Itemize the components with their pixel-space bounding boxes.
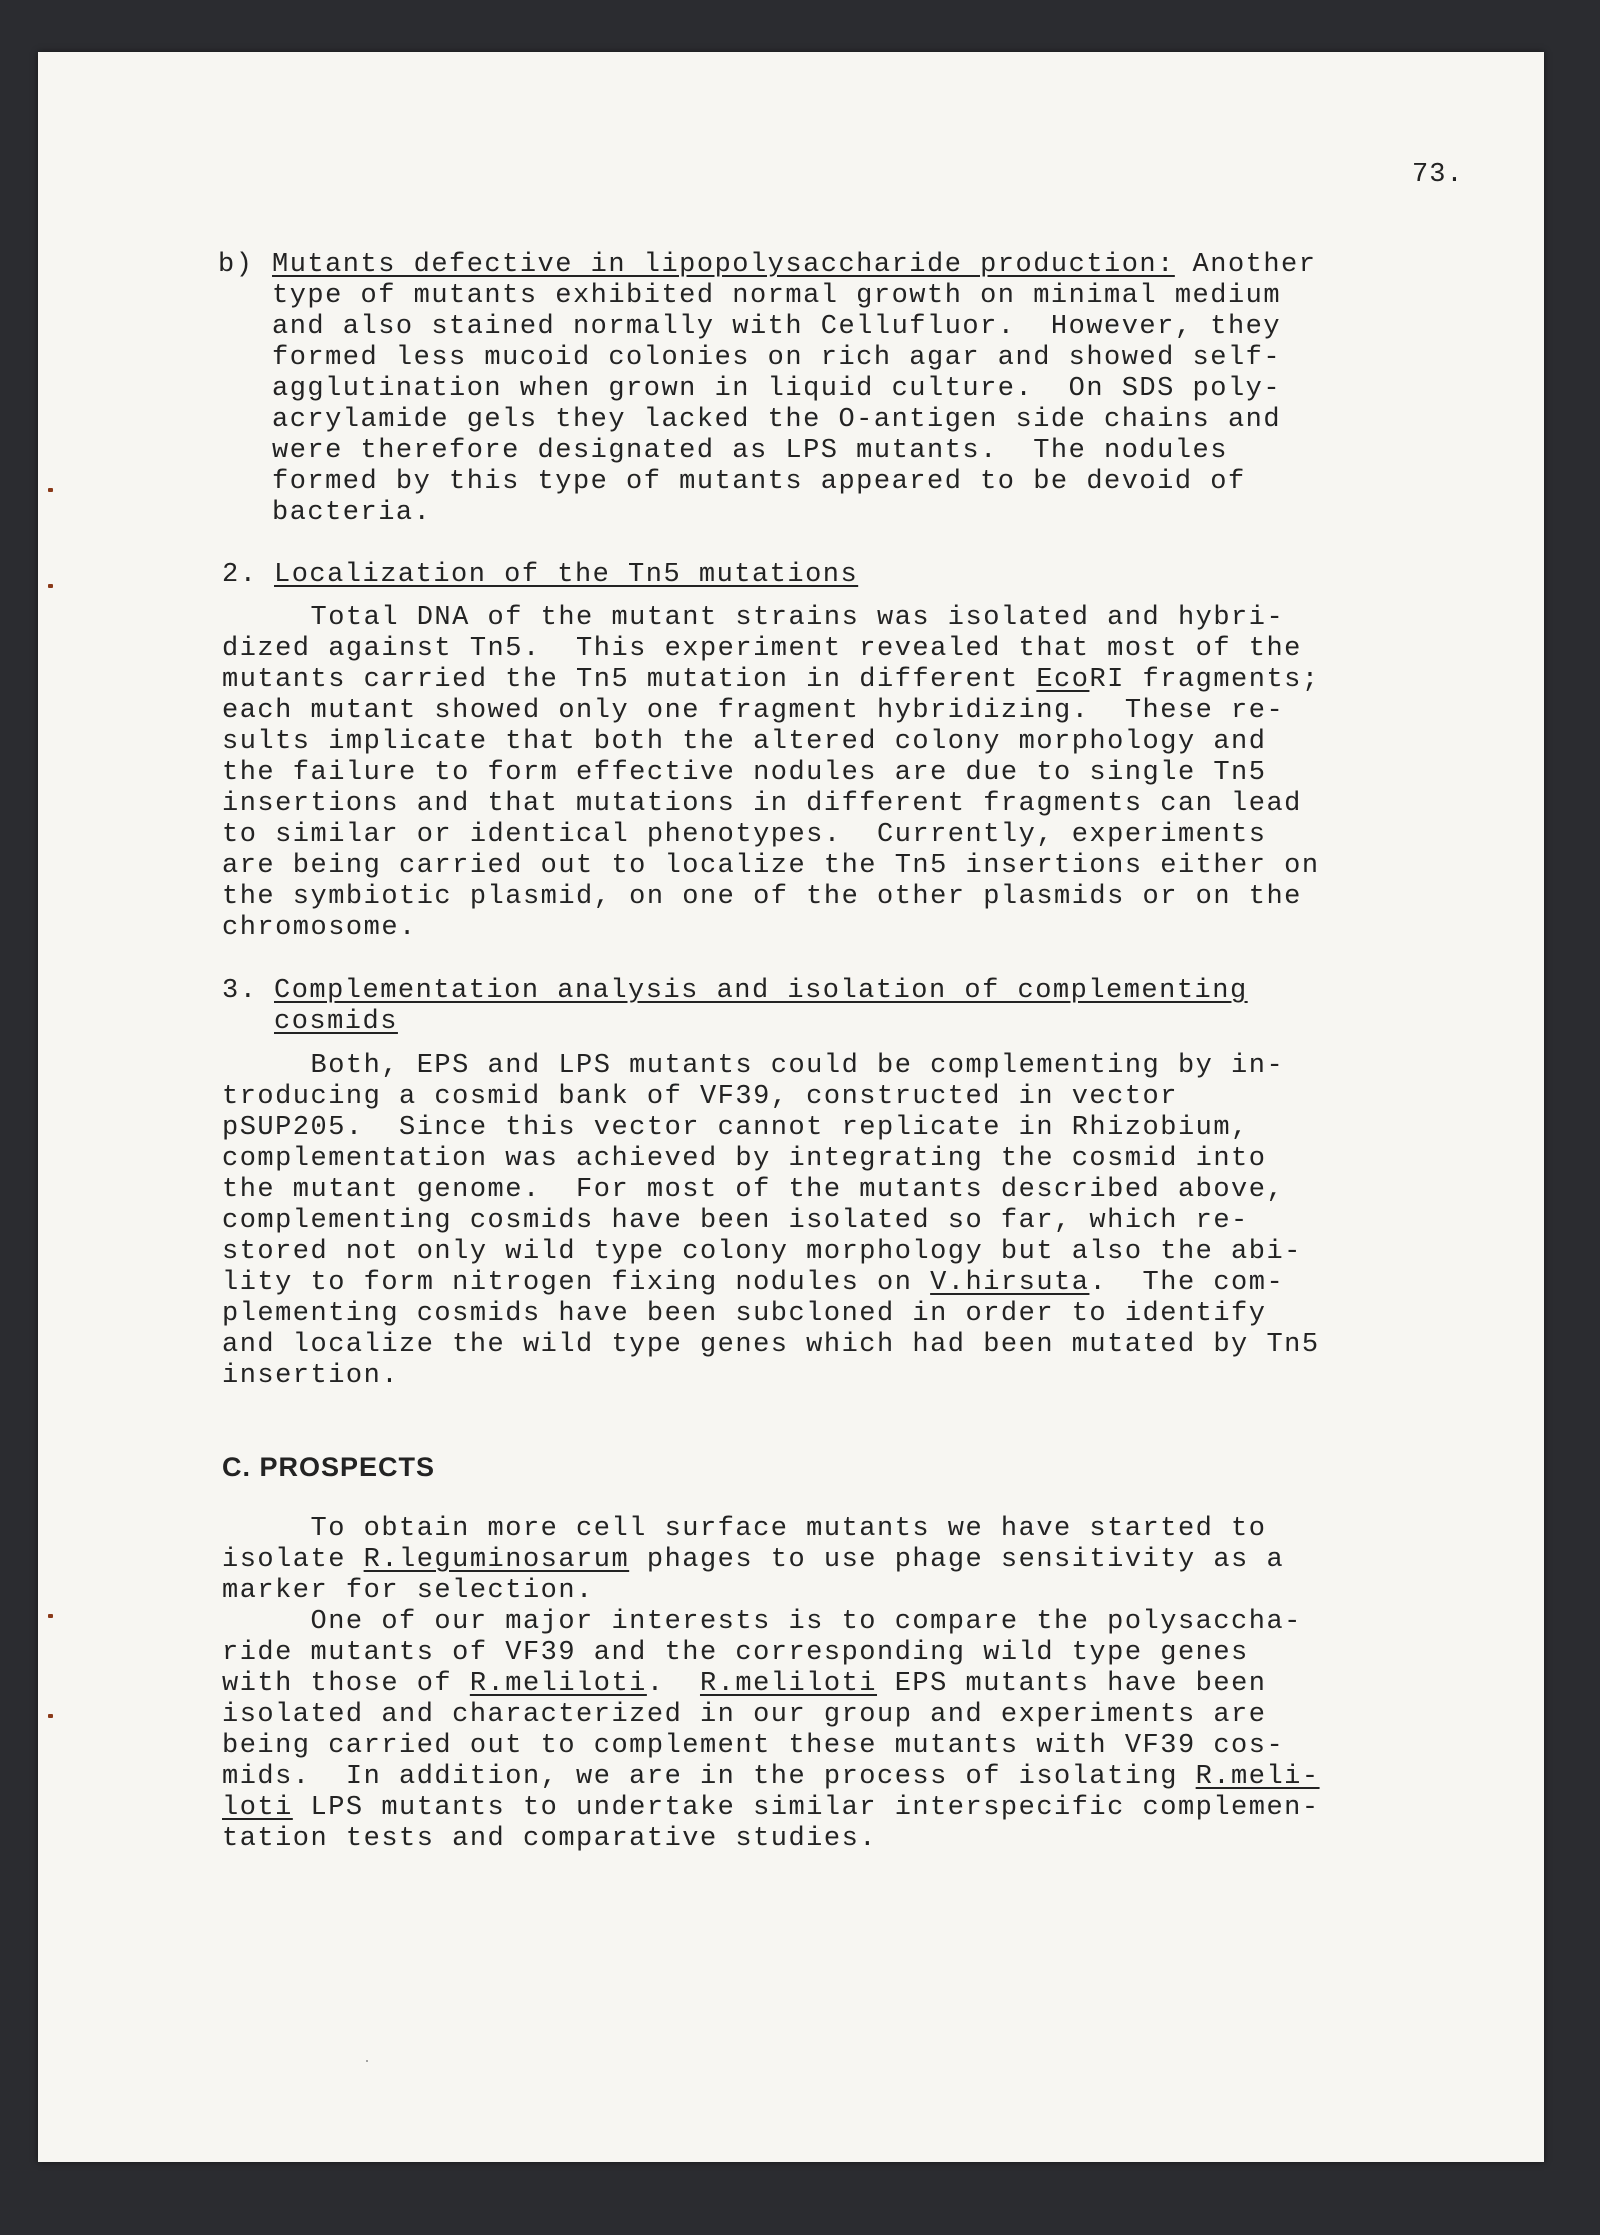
text-line: are being carried out to localize the Tn5 insertions either on xyxy=(222,851,1320,881)
text-line: sults implicate that both the altered colony morphology and xyxy=(222,727,1267,757)
text-line: with those of R.meliloti. R.meliloti EPS mutants have been xyxy=(222,1669,1267,1699)
section-2-body xyxy=(222,603,1320,944)
text-line: Both, EPS and LPS mutants could be complementing by in- xyxy=(222,1051,1285,1081)
margin-mark xyxy=(48,488,53,492)
r-leguminosarum-underlined: R.leguminosarum xyxy=(363,1545,630,1575)
section-3-body xyxy=(222,1051,1320,1392)
text-line: were therefore designated as LPS mutants. The nodules xyxy=(272,436,1228,466)
text-line: troducing a cosmid bank of VF39, constructed in vector xyxy=(222,1082,1178,1112)
text-line: formed less mucoid colonies on rich agar and showed self- xyxy=(272,343,1282,373)
margin-mark xyxy=(48,584,53,588)
section-c-body xyxy=(222,1514,1320,1855)
section-2-heading: Localization of the Tn5 mutations xyxy=(274,560,859,590)
margin-mark xyxy=(48,1614,53,1618)
text-line: stored not only wild type colony morphology but also the abi- xyxy=(222,1237,1302,1267)
section-b-label: b) xyxy=(218,250,254,280)
text-line: insertions and that mutations in different fragments can lead xyxy=(222,789,1302,819)
r-meliloti-underlined: loti xyxy=(222,1793,293,1823)
section-2-number: 2. xyxy=(222,560,258,590)
text-line: insertion. xyxy=(222,1361,400,1391)
text-line: marker for selection. xyxy=(222,1576,594,1606)
text-line: loti LPS mutants to undertake similar interspecific complemen- xyxy=(222,1793,1320,1823)
text-line: mutants carried the Tn5 mutation in different EcoRI fragments; xyxy=(222,665,1320,695)
text-line: isolated and characterized in our group and experiments are xyxy=(222,1700,1267,1730)
text-line: formed by this type of mutants appeared to be devoid of xyxy=(272,467,1246,497)
text-line: complementation was achieved by integrating the cosmid into xyxy=(222,1144,1267,1174)
text-line: to similar or identical phenotypes. Currently, experiments xyxy=(222,820,1267,850)
r-meliloti-underlined: R.meli- xyxy=(1195,1762,1320,1792)
section-3-number: 3. xyxy=(222,976,258,1006)
text-line: dized against Tn5. This experiment revealed that most of the xyxy=(222,634,1302,664)
section-b-first-tail: Another xyxy=(1174,250,1317,280)
r-meliloti-underlined: R.meliloti xyxy=(469,1669,647,1699)
v-hirsuta-underlined: V.hirsuta xyxy=(930,1268,1090,1298)
text-line: plementing cosmids have been subcloned in order to identify xyxy=(222,1299,1267,1329)
section-b-first-line xyxy=(272,250,1316,281)
margin-mark xyxy=(48,1714,53,1718)
text-line: bacteria. xyxy=(272,498,432,528)
text-line: One of our major interests is to compare the polysaccha- xyxy=(222,1607,1302,1637)
text-line: complementing cosmids have been isolated so far, which re- xyxy=(222,1206,1249,1236)
section-3-heading: Complementation analysis and isolation of complementing cosmids xyxy=(274,976,1248,1037)
text-line: To obtain more cell surface mutants we have started to xyxy=(222,1514,1267,1544)
text-line: and localize the wild type genes which had been mutated by Tn5 xyxy=(222,1330,1320,1360)
section-b-heading: Mutants defective in lipopolysaccharide production: xyxy=(272,250,1175,280)
ecori-underlined: Eco xyxy=(1036,665,1090,695)
text-line: each mutant showed only one fragment hybridizing. These re- xyxy=(222,696,1285,726)
r-meliloti-underlined: R.meliloti xyxy=(699,1669,878,1699)
text-line: isolate R.leguminosarum phages to use phage sensitivity as a xyxy=(222,1545,1285,1575)
paper-speck xyxy=(366,2060,368,2062)
text-line: mids. In addition, we are in the process of isolating R.meli- xyxy=(222,1762,1320,1792)
text-line: the failure to form effective nodules are due to single Tn5 xyxy=(222,758,1267,788)
text-line: acrylamide gels they lacked the O-antigen side chains and xyxy=(272,405,1282,435)
section-b-body xyxy=(272,281,1281,529)
text-line: the symbiotic plasmid, on one of the other plasmids or on the xyxy=(222,882,1302,912)
text-line: and also stained normally with Cellufluor. However, they xyxy=(272,312,1282,342)
section-c-heading: C. PROSPECTS xyxy=(222,1452,436,1482)
text-line: being carried out to complement these mutants with VF39 cos- xyxy=(222,1731,1285,1761)
text-line: type of mutants exhibited normal growth on minimal medium xyxy=(272,281,1282,311)
text-line: tation tests and comparative studies. xyxy=(222,1824,877,1854)
text-line: lity to form nitrogen fixing nodules on V.hirsuta. The com- xyxy=(222,1268,1285,1298)
text-line: chromosome. xyxy=(222,913,417,943)
text-line: Total DNA of the mutant strains was isolated and hybri- xyxy=(222,603,1285,633)
text-line: the mutant genome. For most of the mutants described above, xyxy=(222,1175,1285,1205)
text-line: agglutination when grown in liquid culture. On SDS poly- xyxy=(272,374,1282,404)
page-number: 73. xyxy=(1412,160,1464,190)
text-line: pSUP205. Since this vector cannot replicate in Rhizobium, xyxy=(222,1113,1249,1143)
text-line: ride mutants of VF39 and the corresponding wild type genes xyxy=(222,1638,1249,1668)
